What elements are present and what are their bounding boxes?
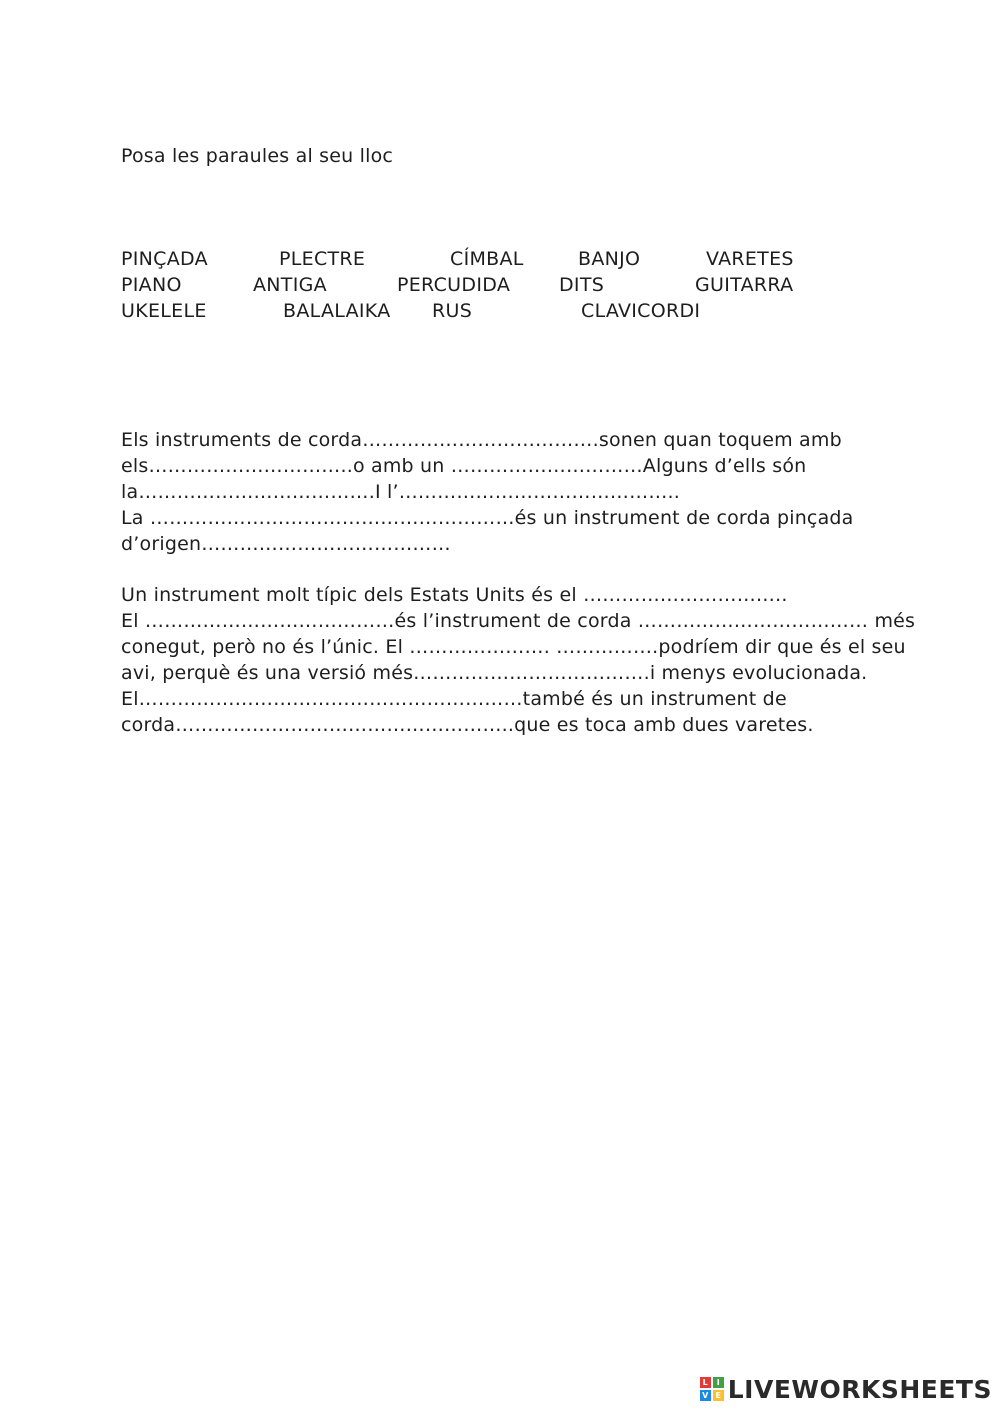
text-line: Els instruments de corda……………………………….sonen quan toquem amb xyxy=(121,429,842,451)
word-bank-word: CLAVICORDI xyxy=(581,300,701,322)
text-line: La …………………………………………………és un instrument de corda pinçada xyxy=(121,507,854,529)
word-bank-word: BANJO xyxy=(578,248,641,270)
logo-square: I xyxy=(713,1377,724,1388)
word-bank-word: PINÇADA xyxy=(121,248,208,270)
text-line: la……………………………….I l’…………………………………….. xyxy=(121,481,681,503)
word-bank-row-1 xyxy=(121,248,821,272)
text-line: els…………………………..o amb un …………………………Alguns d’ells són xyxy=(121,455,807,477)
word-bank-row-3 xyxy=(121,300,821,324)
text-line: conegut, però no és l’únic. El …………………. …………….podríem dir que és el seu xyxy=(121,636,906,658)
logo-square: E xyxy=(713,1390,724,1401)
logo-square: L xyxy=(700,1377,711,1388)
word-bank-word: RUS xyxy=(432,300,473,322)
word-bank-word: PLECTRE xyxy=(279,248,366,270)
logo-square: V xyxy=(700,1390,711,1401)
text-line: Un instrument molt típic dels Estats Units és el ………………………….. xyxy=(121,584,788,606)
text-line: El……………………………………………………també és un instrument de xyxy=(121,688,787,710)
liveworksheets-logo[interactable] xyxy=(700,1369,992,1409)
logo-text: LIVEWORKSHEETS xyxy=(727,1374,992,1404)
text-line: corda……………………………………………..que es toca amb dues varetes. xyxy=(121,714,814,736)
word-bank-word: PERCUDIDA xyxy=(397,274,511,296)
instruction-text: Posa les paraules al seu lloc xyxy=(121,145,394,167)
text-line: El …………………………………és l’instrument de corda ……………………………… més xyxy=(121,610,916,632)
text-line: avi, perquè és una versió més……………………………….i menys evolucionada. xyxy=(121,662,868,684)
word-bank-row-2 xyxy=(121,274,821,298)
logo-squares-icon xyxy=(700,1377,724,1401)
word-bank-word: BALALAIKA xyxy=(283,300,391,322)
word-bank-word: DITS xyxy=(559,274,605,296)
word-bank-word: GUITARRA xyxy=(695,274,794,296)
word-bank-word: UKELELE xyxy=(121,300,207,322)
word-bank-word: PIANO xyxy=(121,274,182,296)
word-bank-word: ANTIGA xyxy=(253,274,327,296)
word-bank-word: VARETES xyxy=(706,248,794,270)
text-line: d’origen………………………………… xyxy=(121,533,451,555)
word-bank-word: CÍMBAL xyxy=(450,248,524,270)
